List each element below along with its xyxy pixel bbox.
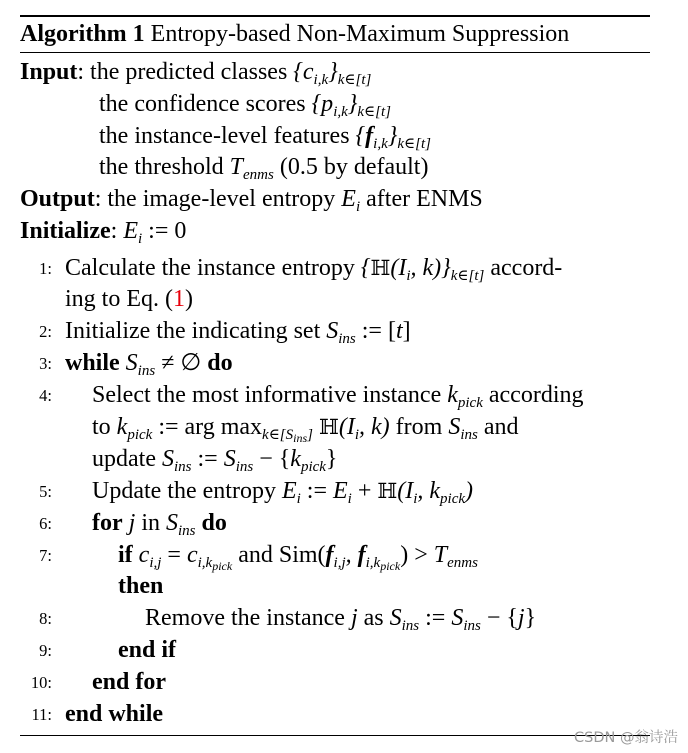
keyword-while: while xyxy=(65,350,120,376)
step-text: update xyxy=(92,446,162,472)
line-number: 5: xyxy=(39,482,52,501)
step-1-cont xyxy=(0,283,688,315)
equation-ref-link[interactable]: 1 xyxy=(173,286,185,312)
input-line-2: the confidence scores $\{p_{i,k}\}_{k\in[t]}$ xyxy=(99,91,391,120)
step-text: Initialize the indicating set xyxy=(65,318,327,344)
keyword-if: if xyxy=(118,542,133,568)
keyword-do: do xyxy=(201,510,227,536)
output-suffix: after ENMS xyxy=(360,186,483,212)
bottom-rule xyxy=(20,735,650,736)
input-line-3: the instance-level features $\{f_{i,k}\}_{k\in[t]}$ xyxy=(99,123,431,152)
step-4-cont-2: update $S_{ins}$ := $S_{ins} - \{k_{pick}\}$ xyxy=(92,446,338,475)
algorithm-caption xyxy=(0,18,688,50)
step-7-cont xyxy=(0,570,688,602)
input-text: the confidence scores xyxy=(99,91,312,117)
keyword-end-for: end for xyxy=(92,669,166,695)
keyword-for: for xyxy=(92,510,123,536)
line-number: 1: xyxy=(39,259,52,278)
line-number: 10: xyxy=(30,673,52,692)
step-4: 4: Select the most informative instance $k_{pick}$ according xyxy=(39,382,584,411)
line-number: 11: xyxy=(31,705,52,724)
step-text: Update the entropy xyxy=(92,478,282,504)
keyword-end-while: end while xyxy=(65,701,164,727)
step-text: Select the most informative instance xyxy=(92,382,448,408)
output-line: Output: the image-level entropy $E_i$ after ENMS xyxy=(20,186,483,215)
keyword-then: then xyxy=(118,573,164,599)
step-text: Remove the instance xyxy=(145,605,351,631)
step-4-cont-1: to $k_{pick}$ := arg $\max_{k\in[S_{ins}]}$ $ℍ(I_i$, k) from $S_{ins}$ and xyxy=(92,414,519,445)
step-text: as xyxy=(357,605,390,631)
input-line-4: the threshold $T_{enms}$ (0.5 by default) xyxy=(99,154,429,183)
line-number: 3: xyxy=(39,354,52,373)
step-text: accord- xyxy=(484,255,563,281)
step-text: ) xyxy=(185,286,193,312)
step-text: to xyxy=(92,414,117,440)
input-text: the instance-level features xyxy=(99,123,356,149)
line-number: 6: xyxy=(39,514,52,533)
step-text: Calculate the instance entropy xyxy=(65,255,361,281)
initialize-line: Initialize: $E_i$ := 0 xyxy=(20,218,187,247)
step-2: 2: Initialize the indicating set $S_{ins}$ := [t] xyxy=(39,318,411,347)
step-10 xyxy=(0,666,688,698)
keyword-end-if: end if xyxy=(118,637,177,663)
line-number: 9: xyxy=(39,641,52,660)
step-text: according xyxy=(482,382,584,408)
algorithm-label: Algorithm 1 xyxy=(20,21,145,47)
top-rule xyxy=(20,15,650,17)
line-number: 8: xyxy=(39,609,52,628)
keyword-do: do xyxy=(207,350,233,376)
step-5: 5: Update the entropy $E_i$ := $E_i$ + $ℍ(I_i$, $k_{pick}$) xyxy=(39,478,474,507)
step-text: from xyxy=(389,414,449,440)
step-8: 8: Remove the instance j as $S_{ins}$ := $S_{ins} - \{j\}$ xyxy=(39,605,537,634)
default-note: (0.5 by default) xyxy=(273,154,429,180)
line-number: 7: xyxy=(39,546,52,565)
output-label: Output xyxy=(20,186,95,212)
caption-rule xyxy=(20,52,650,53)
step-1: 1: Calculate the instance entropy {$ℍ(I_i$, $k)\}_{k\in[t]}$ accord- xyxy=(39,255,563,284)
step-text: and Sim( xyxy=(232,542,326,568)
step-text: ing to Eq. ( xyxy=(65,286,173,312)
step-7: 7: if $c_{i,j} = c_{i,k_{pick}}$ and $Sim(f_{i,j}$, $f_{i,k_{pick}}) > T_{enms}$ xyxy=(39,542,478,573)
step-6: 6: for j in $S_{ins}$ do xyxy=(39,510,227,539)
algorithm-title: Entropy-based Non-Maximum Suppression xyxy=(150,21,570,47)
input-line-1: Input: the predicted classes $\{c_{i,k}\}_{k\in[t]}$ xyxy=(20,59,372,88)
input-label: Input xyxy=(20,59,78,85)
step-text: and xyxy=(477,414,519,440)
step-3: 3: while $S_{ins}$ ≠ ∅ do xyxy=(39,350,233,379)
step-9 xyxy=(0,634,688,666)
input-text: the predicted classes xyxy=(90,59,294,85)
input-text: the threshold xyxy=(99,154,230,180)
step-text: in xyxy=(135,510,166,536)
line-number: 4: xyxy=(39,386,52,405)
watermark: CSDN @翁诗浩 xyxy=(574,730,678,746)
line-number: 2: xyxy=(39,322,52,341)
step-text: := arg max xyxy=(152,414,263,440)
output-text: : the image-level entropy xyxy=(94,186,342,212)
initialize-label: Initialize xyxy=(20,218,111,244)
